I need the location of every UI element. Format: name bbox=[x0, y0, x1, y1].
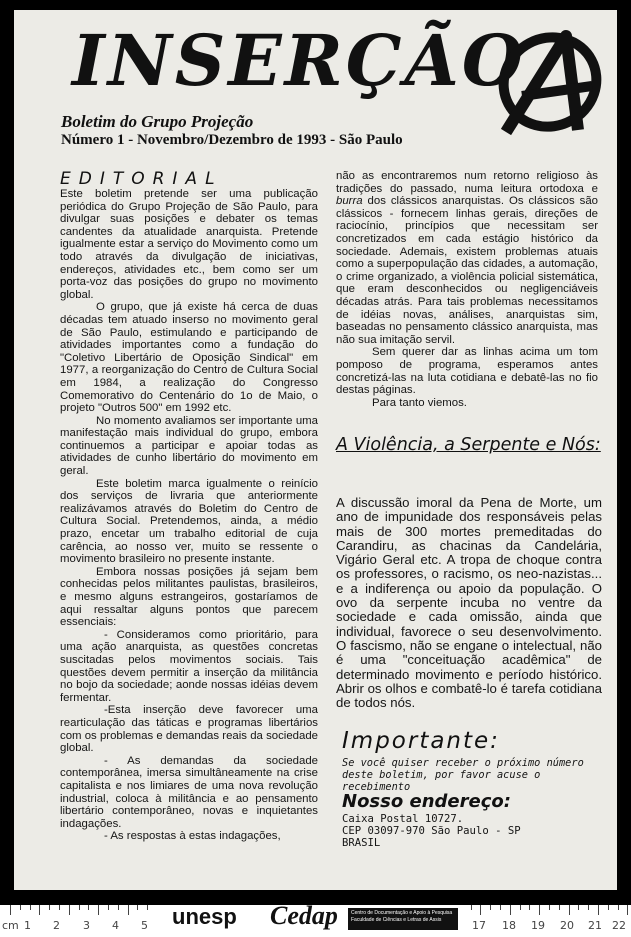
ruler-tick bbox=[49, 905, 50, 910]
editorial-emphasis: burra bbox=[336, 195, 363, 208]
editorial-paragraph: O grupo, que já existe há cerca de duas décadas tem atuado inserso no movimento geral de São Paulo, estimulando e participando de atividades importantes como a fundação do "Coletivo Libertário de Oposição Sindical" em 1977, a reorganização do Centro de Cultura Social em 1984, a realização do Congresso Comemorativo do Centenário do 1o de Maio, o projeto "Outros 500" em 1992 etc. bbox=[60, 301, 318, 415]
unesp-logo: unesp bbox=[172, 904, 237, 929]
ruler-tick bbox=[569, 905, 570, 915]
cedap-caption-line: Faculdade de Ciências e Letras de Assis bbox=[351, 917, 442, 923]
address-line: Caixa Postal 10727. bbox=[342, 813, 464, 825]
editorial-column-left bbox=[60, 170, 318, 843]
ruler-tick bbox=[59, 905, 60, 910]
ruler-tick bbox=[490, 905, 491, 910]
ruler-tick bbox=[559, 905, 560, 910]
ruler-tick bbox=[500, 905, 501, 910]
ruler-tick bbox=[578, 905, 579, 910]
ruler-tick bbox=[608, 905, 609, 910]
ruler-tick bbox=[118, 905, 119, 910]
editorial-paragraph: - As respostas à estas indagações, bbox=[104, 830, 281, 843]
ruler-number: 21 bbox=[588, 919, 602, 932]
editorial-paragraph: Embora nossas posições já sejam bem conhecidas pelos militantes paulistas, brasileiros, e mesmo alguns estrangeiros, gostaríamos de aqui ressaltar alguns pontos que parecem essenciais: bbox=[60, 565, 318, 629]
ruler-number: 2 bbox=[53, 919, 60, 932]
ruler-tick bbox=[627, 905, 628, 915]
issue-line: Número 1 - Novembro/Dezembro de 1993 - São Paulo bbox=[61, 132, 403, 148]
editorial-paragraph: - Consideramos como prioritário, para uma ação anarquista, as questões concretas suscitadas pelos movimentos sociais. Tais questões devem permitir a inserção da militância no bojo da sociedade; aonde nossas idéias devem fermentar. bbox=[60, 628, 318, 704]
ruler-tick bbox=[137, 905, 138, 910]
editorial-title: EDITORIAL bbox=[60, 169, 223, 189]
editorial-text: não as encontraremos num retorno religioso às tradições do passado, numa leitura ortodoxa e bbox=[336, 170, 598, 195]
circle-a-anarchy-icon bbox=[492, 26, 612, 138]
masthead-title: INSERÇÃO bbox=[72, 19, 526, 102]
importante-body: Se você quiser receber o próximo número deste boletim, por favor acuse o recebimento bbox=[342, 757, 584, 793]
ruler-tick bbox=[39, 905, 40, 915]
ruler-tick bbox=[128, 905, 129, 915]
editorial-paragraph: Sem querer dar as linhas acima um tom pomposo de programa, esperamos antes concretizá-las na luta cotidiana e debatê-las no fio destas páginas. bbox=[336, 346, 598, 397]
ruler-number: 1 bbox=[24, 919, 31, 932]
ruler-tick bbox=[98, 905, 99, 915]
violencia-body: A discussão imoral da Pena de Morte, um ano de impunidade dos responsáveis pelas mais de 300 mortes premeditadas do Carandiru, as chacinas da Candelária, Vigário Geral etc. A tropa de choque contra os professores, o racismo, os neo-nazistas... e a indiferença ou apoio da população. O ovo da serpente incuba no ventre da sociedade e cada omissão, ainda que individual, favorece o seu desenvolvimento. O fascismo, não se engane o intelectual, não é uma "conceituação acadêmica" de determinado movimento e período histórico. Abrir os olhos e combatê-lo é tarefa cotidiana de todos nós. bbox=[336, 495, 602, 711]
editorial-paragraph: Para tanto viemos. bbox=[372, 396, 467, 409]
editorial-paragraph: -Esta inserção deve favorecer uma rearticulação das táticas e programas libertários com os problemas e demandas reais da sociedade global. bbox=[60, 704, 318, 755]
ruler-number: 5 bbox=[141, 919, 148, 932]
cedap-caption-line: Centro de Documentação e Apoio à Pesquisa bbox=[351, 910, 453, 916]
ruler-tick bbox=[88, 905, 89, 910]
ruler-tick bbox=[108, 905, 109, 910]
address-block bbox=[342, 813, 521, 849]
cedap-caption bbox=[348, 908, 458, 930]
bulletin-page bbox=[14, 10, 617, 890]
ruler-tick bbox=[549, 905, 550, 910]
ruler-tick bbox=[79, 905, 80, 910]
ruler-number: 4 bbox=[112, 919, 119, 932]
ruler-number: 22 bbox=[612, 919, 626, 932]
ruler-tick bbox=[69, 905, 70, 915]
importante-title: Importante: bbox=[342, 728, 500, 754]
editorial-paragraph: No momento avaliamos ser importante uma manifestação mais individual do grupo, embora continuemos a participar e apoiar todas as atividades de cunho libertário do movimento em geral. bbox=[60, 414, 318, 478]
address-line: BRASIL bbox=[342, 837, 381, 849]
ruler-tick bbox=[520, 905, 521, 910]
ruler-tick bbox=[147, 905, 148, 910]
ruler-tick bbox=[20, 905, 21, 910]
ruler-tick bbox=[539, 905, 540, 915]
editorial-column-right bbox=[336, 170, 598, 409]
ruler-tick bbox=[529, 905, 530, 910]
ruler-number: 19 bbox=[531, 919, 545, 932]
editorial-paragraph: - As demandas da sociedade contemporânea, imersa simultâneamente na crise capitalista e nos limiares de uma nova revolução industrial, coloca à militância e ao pensamento libertário contemporâneo, novas e inquietantes indagações. bbox=[60, 754, 318, 830]
violencia-title: A Violência, a Serpente e Nós: bbox=[336, 435, 601, 455]
endereco-title: Nosso endereço: bbox=[342, 791, 511, 812]
ruler-tick bbox=[510, 905, 511, 915]
ruler-unit-label: cm bbox=[2, 919, 19, 932]
editorial-paragraph: Este boletim pretende ser uma publicação periódica do Grupo Projeção de São Paulo, para divulgar suas posições e debater os temas candentes da atualidade anarquista. Pretende igualmente estar a serviço do Movimento como um todo através da divulgação de iniciativas, endereços, atividades etc., bem como ser um porta-voz das posições do grupo no movimento global. bbox=[60, 188, 318, 301]
editorial-text: dos clássicos anarquistas. Os clássicos são clássicos - fornecem linhas gerais, direções de raciocínio, princípios que necessitam ser concretizados em cada estágio histórico da sociedade. Ademais, existem problemas atuais como a superpopulação das cidades, a automação, o crime organizado, a violência policial sistemática, que eram desconhecidos ou negligenciáveis décadas atrás. Para tais problemas necessitamos de idéias novas, análises, anarquistas sim, baseadas no pensamento clássico anarquista, mas não sua imitação servil. bbox=[336, 195, 598, 346]
ruler-tick bbox=[480, 905, 481, 915]
ruler-number: 3 bbox=[83, 919, 90, 932]
ruler-number: 17 bbox=[472, 919, 486, 932]
ruler-tick bbox=[598, 905, 599, 915]
address-line: CEP 03097-970 São Paulo - SP bbox=[342, 825, 521, 837]
editorial-paragraph: Este boletim marca igualmente o reinício dos serviços de livraria que anteriormente realizávamos através do Boletim do Centro de Cultura Social. Pretendemos, ainda, a médio prazo, encetar um trabalho editorial de cuja carência, ao nosso ver, muito se ressente o movimento brasileiro no presente instante. bbox=[60, 477, 318, 566]
ruler-number: 18 bbox=[502, 919, 516, 932]
ruler-tick bbox=[618, 905, 619, 910]
ruler-tick bbox=[30, 905, 31, 910]
cedap-logo: Cedap bbox=[270, 901, 338, 930]
editorial-paragraph bbox=[336, 170, 598, 346]
subtitle: Boletim do Grupo Projeção bbox=[61, 112, 254, 131]
ruler-tick bbox=[10, 905, 11, 915]
ruler-number: 20 bbox=[560, 919, 574, 932]
ruler-tick bbox=[588, 905, 589, 910]
ruler-tick bbox=[471, 905, 472, 910]
